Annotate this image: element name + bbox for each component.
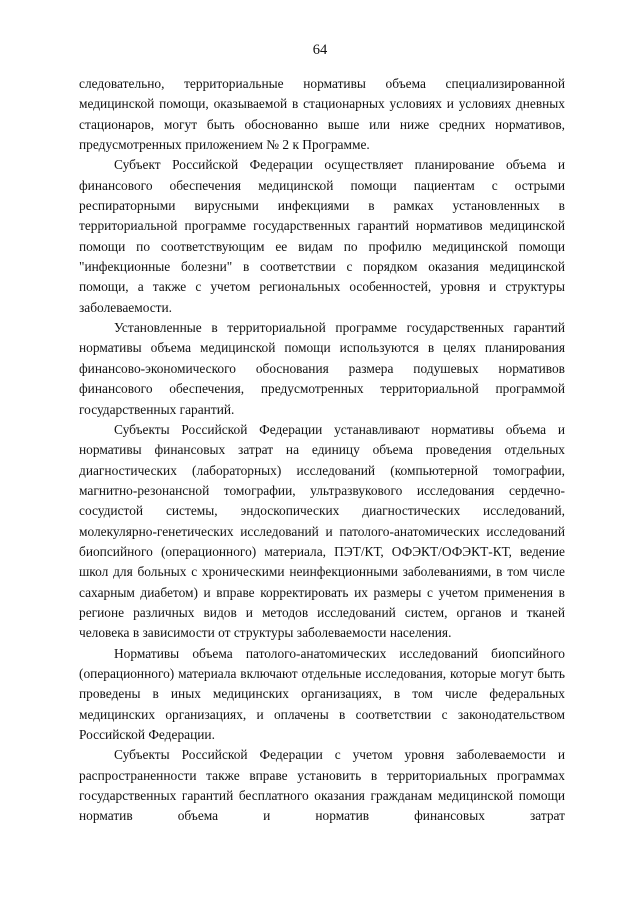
paragraph-6: Субъекты Российской Федерации с учетом уровня заболеваемости и распространенности также вправе установить в территориальных программах государственных гарантий бесплатного оказания гражданам медицинской помощи норматив объема и норматив финансовых затрат bbox=[79, 747, 565, 824]
paragraph-2: Субъект Российской Федерации осуществляет планирование объема и финансового обеспечения медицинской помощи пациентам с острыми респираторными вирусными инфекциями в рамках установленных в территориальной программе государственных гарантий нормативов медицинской помощи по соответствующим ее видам по профилю медицинской помощи "инфекционные болезни" в соответствии с порядком оказания медицинской помощи, а также с учетом региональных особенностей, уровня и структуры заболеваемости. bbox=[79, 157, 565, 315]
paragraph-4: Субъекты Российской Федерации устанавливают нормативы объема и нормативы финансовых затрат на единицу объема проведения отдельных диагностических (лабораторных) исследований (компьютерной томографии, магнитно-резонансной томографии, ультразвукового исследования сердечно-сосудистой системы, эндоскопических диагностических исследований, молекулярно-генетических исследований и патолого-анатомических исследований биопсийного (операционного) материала, ПЭТ/КТ, ОФЭКТ/ОФЭКТ-КТ, ведение школ для больных с хроническими неинфекционными заболеваниями, в том числе сахарным диабетом) и вправе корректировать их размеры с учетом применения в регионе различных видов и методов исследований систем, органов и тканей человека в зависимости от структуры заболеваемости населения. bbox=[79, 421, 565, 641]
paragraph-1: следовательно, территориальные нормативы объема специализированной медицинской помощи, оказываемой в стационарных условиях и условиях дневных стационаров, могут быть обоснованно выше или ниже средних нормативов, предусмотренных приложением № 2 к Программе. bbox=[79, 76, 565, 153]
paragraph-5: Нормативы объема патолого-анатомических исследований биопсийного (операционного) материала включают отдельные исследования, которые могут быть проведены в иных медицинских организациях, в том числе федеральных медицинских организациях, и оплачены в соответствии с законодательством Российской Федерации. bbox=[79, 645, 565, 742]
page-number: 64 bbox=[312, 42, 328, 58]
paragraph-3: Установленные в территориальной программе государственных гарантий нормативы объема медицинской помощи используются в целях планирования финансово-экономического обоснования размера подушевых нормативов финансового обеспечения, предусмотренных территориальной программой государственных гарантий. bbox=[79, 320, 565, 417]
document-body bbox=[79, 74, 565, 827]
